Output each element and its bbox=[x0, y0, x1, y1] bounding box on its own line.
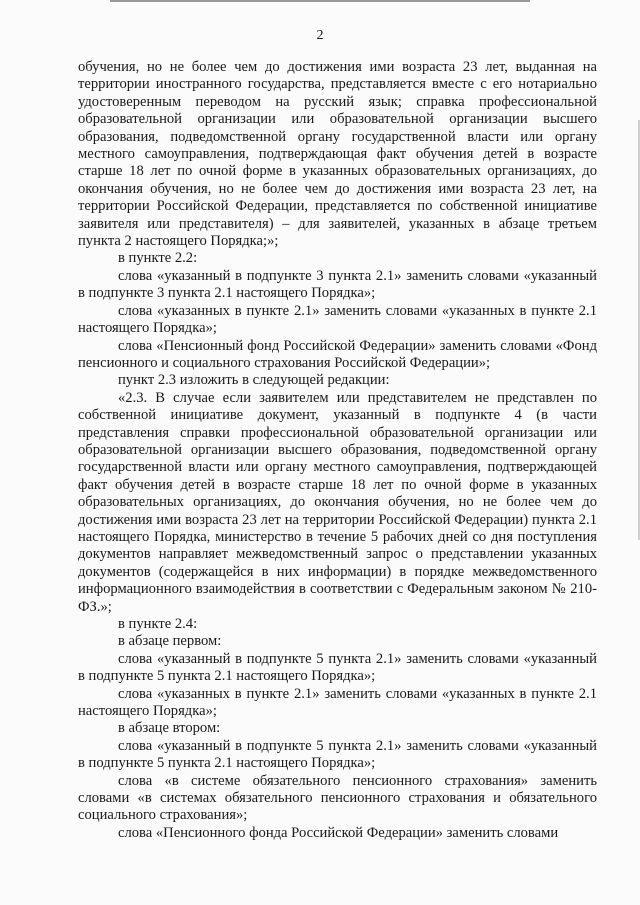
paragraph: пункт 2.3 изложить в следующей редакции: bbox=[118, 372, 390, 389]
paragraph: слова «указанный в подпункте 5 пункта 2.1» заменить словами «указанный в подпункте 5 пункта 2.1 настоящего Порядка»; bbox=[78, 737, 597, 772]
paragraph: слова «указанный в подпункте 3 пункта 2.1» заменить словами «указанный в подпункте 3 пункта 2.1 настоящего Порядка»; bbox=[78, 267, 597, 302]
paragraph: слова «указанный в подпункте 5 пункта 2.1» заменить словами «указанный в подпункте 5 пункта 2.1 настоящего Порядка»; bbox=[78, 650, 597, 685]
paragraph: в пункте 2.2: bbox=[118, 250, 198, 267]
scan-top-border bbox=[110, 0, 530, 2]
paragraph: «2.3. В случае если заявителем или представителем не представлен по собственной инициативе документ, указанный в подпункте 4 (в части представления справки профессиональной образовательной организации или образовательной организации высшего образования, подведомственной органу государственной власти или органу местного самоуправления, подтверждающей факт обучения детей в возрасте старше 18 лет по очной форме в указанных образовательных организациях, до окончания обучения, но не более чем до достижения ими возраста 23 лет на территории Российской Федерации) пункта 2.1 настоящего Порядка, министерство в течение 5 рабочих дней со дня поступления документов направляет межведомственный запрос о представлении указанных документов (содержащейся в них информации) в порядке межведомственного информационного взаимодействия в соответствии с Федеральным законом № 210-ФЗ.»; bbox=[78, 389, 597, 615]
paragraph: слова «Пенсионный фонд Российской Федерации» заменить словами «Фонд пенсионного и социального страхования Российской Федерации»; bbox=[78, 337, 597, 371]
page-number: 2 bbox=[316, 28, 324, 43]
paragraph: слова «указанных в пункте 2.1» заменить словами «указанных в пункте 2.1 настоящего Порядка»; bbox=[78, 685, 597, 720]
paragraph: в абзаце втором: bbox=[118, 720, 221, 737]
document-body bbox=[78, 59, 597, 842]
paragraph: обучения, но не более чем до достижения ими возраста 23 лет, выданная на территории иностранного государства, представляется вместе с его нотариально удостоверенным переводом на русский язык; справка профессиональной образовательной организации или образовательной организации высшего образования, подведомственной органу государственной власти или органу местного самоуправления, подтверждающая факт обучения детей в возрасте старше 18 лет по очной форме в указанных образовательных организациях, до окончания обучения, но не более чем до достижения ими возраста 23 лет, на территории Российской Федерации, представляется по собственной инициативе заявителя или представителя) – для заявителей, указанных в абзаце третьем пункта 2 настоящего Порядка;»; bbox=[78, 59, 597, 250]
paragraph: слова «указанных в пункте 2.1» заменить словами «указанных в пункте 2.1 настоящего Порядка»; bbox=[78, 302, 597, 337]
paragraph: слова «в системе обязательного пенсионного страхования» заменить словами «в системах обязательного пенсионного страхования и обязательного социального страхования»; bbox=[78, 772, 597, 824]
paragraph: в пункте 2.4: bbox=[118, 616, 198, 632]
paragraph: в абзаце первом: bbox=[118, 633, 222, 650]
paragraph: слова «Пенсионного фонда Российской Федерации» заменить словами bbox=[118, 824, 559, 841]
